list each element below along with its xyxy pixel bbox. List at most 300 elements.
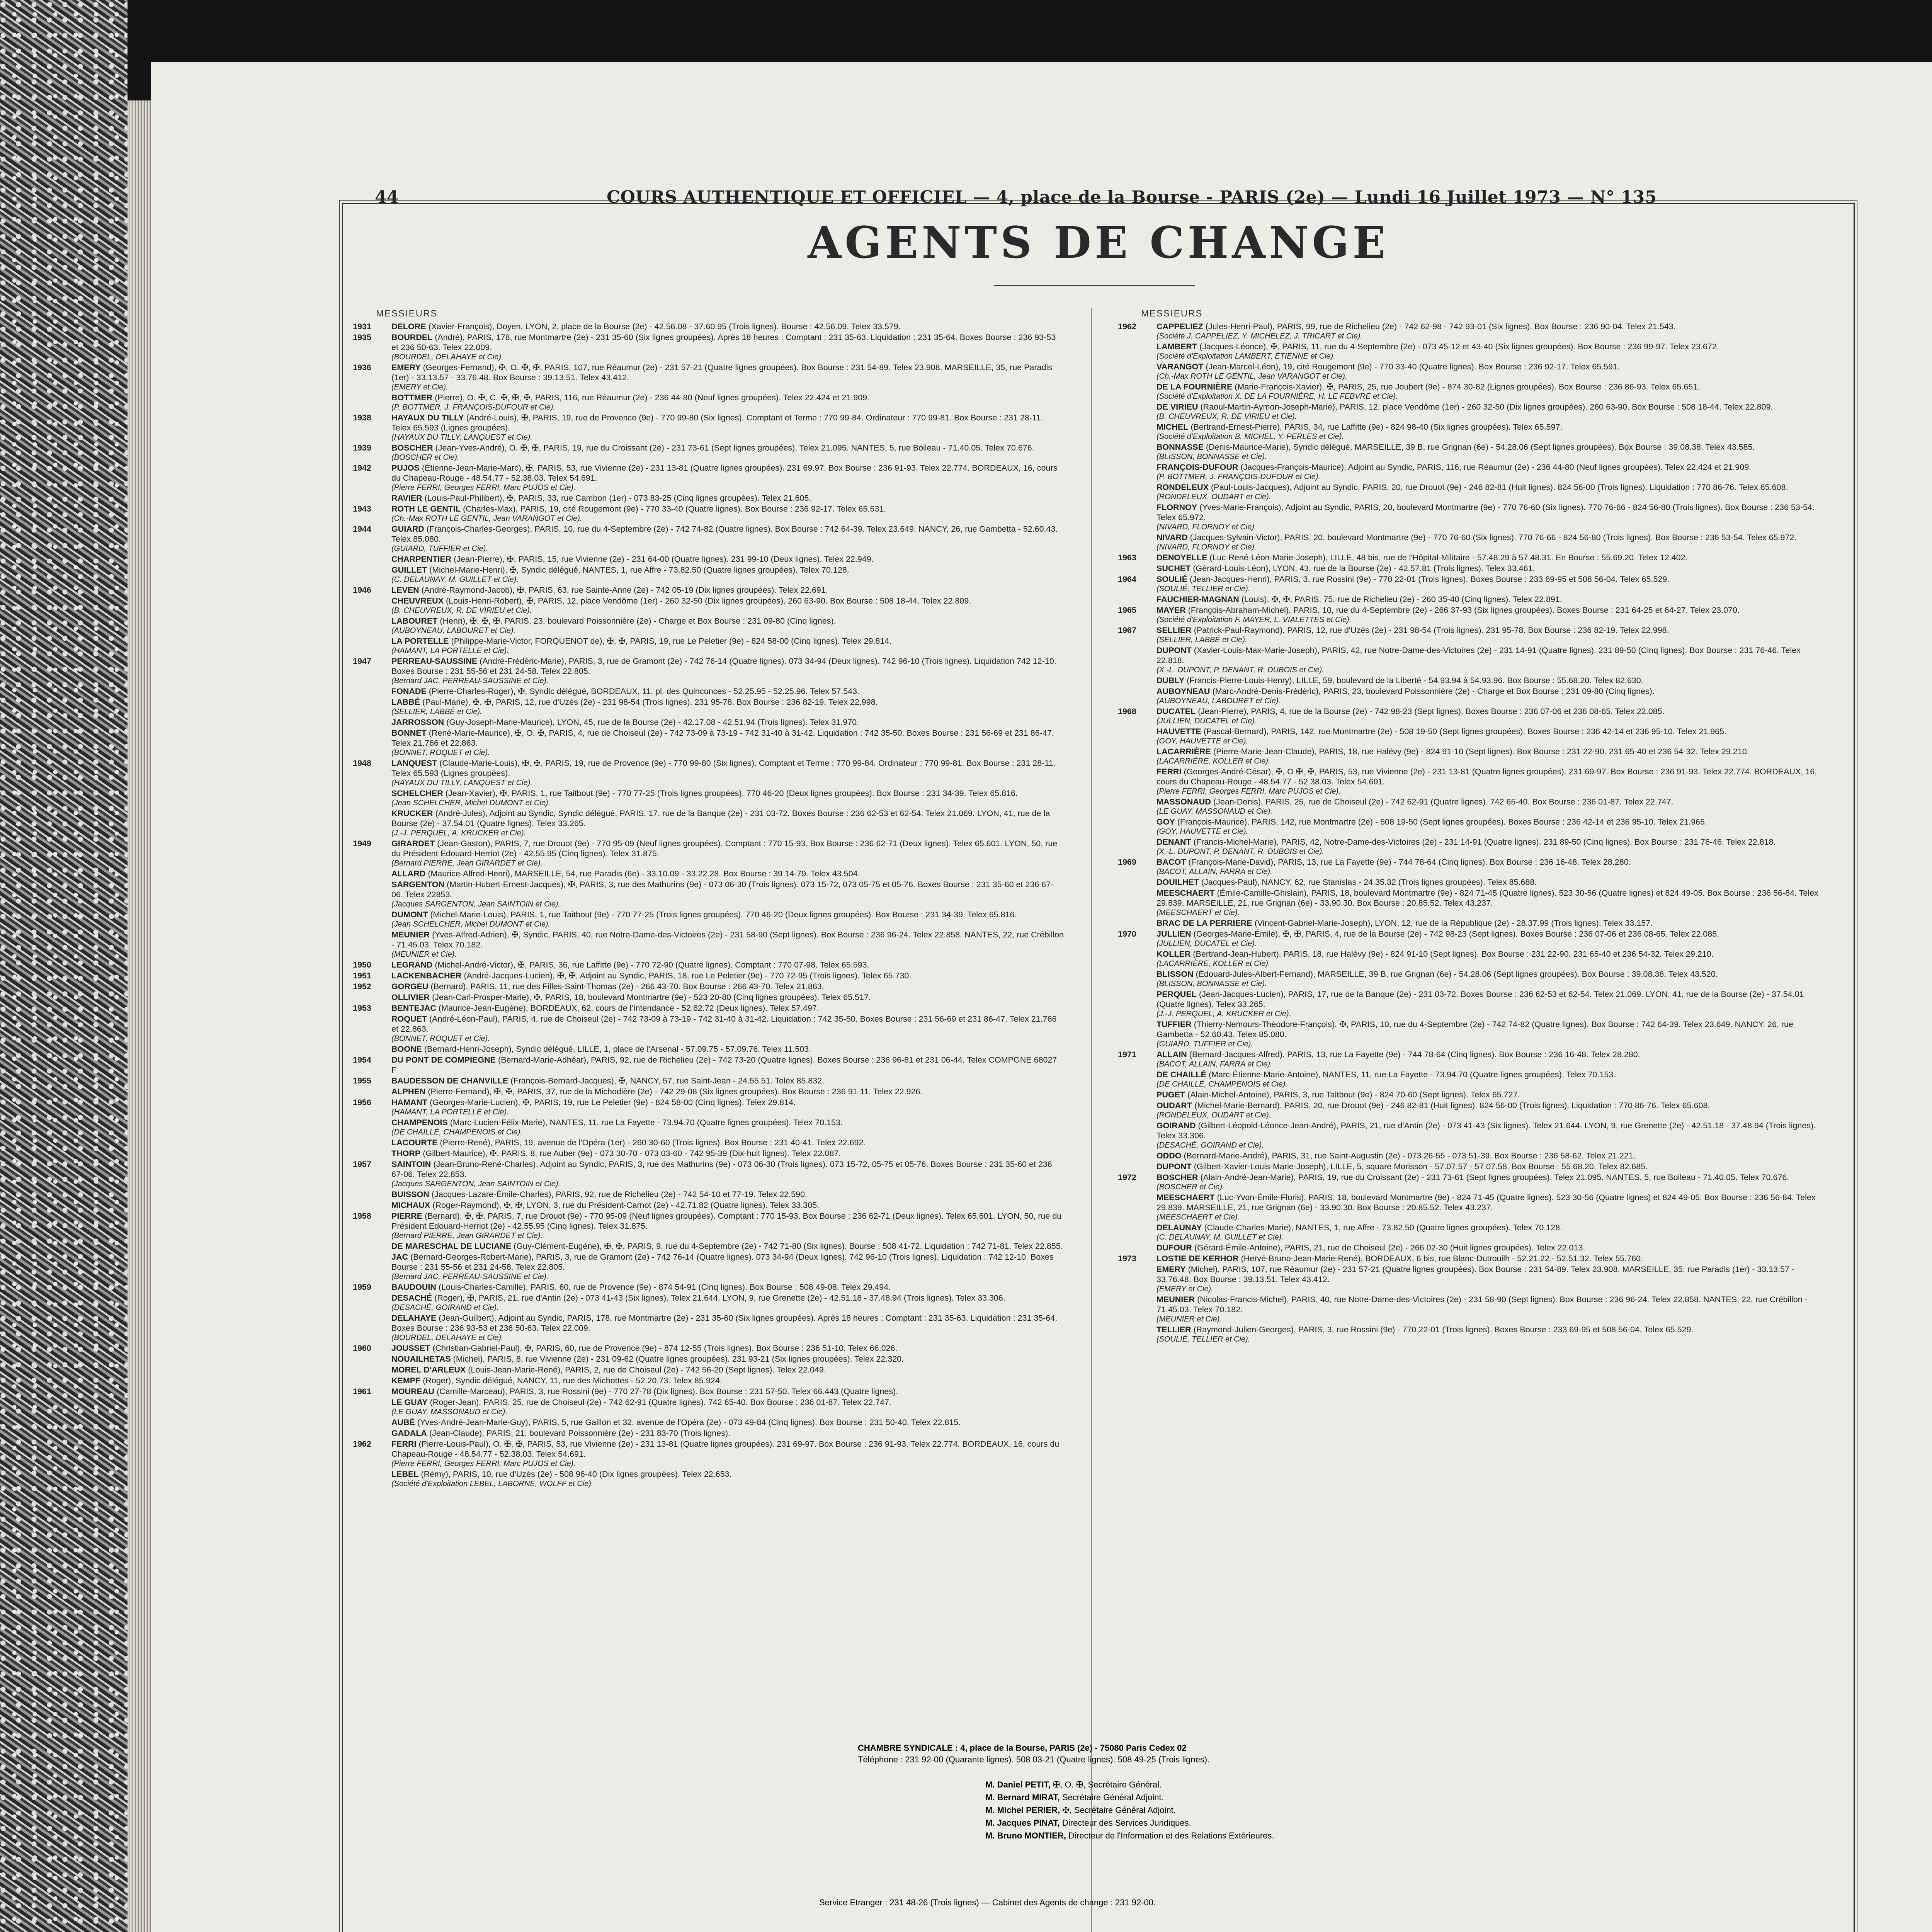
entry-list xyxy=(353,321,1064,1488)
agent-name: CHARPENTIER xyxy=(391,554,452,564)
agent-entry xyxy=(353,393,1064,412)
entry-year: 1973 xyxy=(1118,1254,1136,1263)
agent-name: DUBLY xyxy=(1156,676,1185,685)
agent-details: (Alain-Michel-Antoine), PARIS, 3, rue Taitbout (9e) - 824 70-60 (Sept lignes). Telex 65.727. xyxy=(1185,1090,1520,1099)
officer-row xyxy=(985,1830,1274,1841)
agent-name: DUPONT xyxy=(1156,1162,1192,1171)
agent-entry xyxy=(1118,837,1829,856)
listing-frame xyxy=(342,203,1855,1932)
title-rule xyxy=(994,285,1195,286)
officer-name: M. Jacques PINAT, xyxy=(985,1818,1060,1828)
agent-entry xyxy=(353,981,1064,992)
agent-name: ALLAIN xyxy=(1156,1050,1187,1059)
agent-entry xyxy=(353,1252,1064,1281)
agent-name: DUPONT xyxy=(1156,646,1192,655)
agent-details: (Christian-Gabriel-Paul), ✠, PARIS, 60, rue de Provence (9e) - 874 12-55 (Trois lignes). Box Bourse : 236 51-10. Telex 66.026. xyxy=(430,1344,898,1353)
agent-details: (Michel-Marie-Louis), PARIS, 1, rue Taitbout (9e) - 770 77-25 (Trois lignes groupées). 770 46-20 (Deux lignes groupées). Box Bourse : 231 34-39. Telex 65.816. xyxy=(428,910,1017,919)
entry-year: 1957 xyxy=(353,1160,371,1169)
entry-year: 1947 xyxy=(353,656,371,666)
agent-name: ROTH LE GENTIL xyxy=(391,504,461,514)
agent-details: (Bernard), PARIS, 11, rue des Filles-Saint-Thomas (2e) - 266 43-70. Box Bourse : 266 43-70. Telex 21.863. xyxy=(428,982,824,991)
agent-details: (Jean-Pierre), PARIS, 4, rue de la Bourse (2e) - 742 98-23 (Sept lignes). Boxes Bourse : 236 07-06 et 236 08-65. Telex 22.085. xyxy=(1196,707,1665,716)
firm-name: (Société d'Exploitation B. MICHEL, Y. PERLES et Cie). xyxy=(1156,432,1344,441)
agent-entry xyxy=(353,930,1064,959)
agent-entry xyxy=(353,1241,1064,1251)
agent-details: (Jean-Jacques-Lucien), PARIS, 17, rue de la Banque (2e) - 231 03-72. Boxes Bourse : 236 62-53 et 62-54. Telex 21.069. LYON, 41, rue de la Bourse (2e) - 37.54.01 (Quatre lignes). Telex 33.265. xyxy=(1156,990,1804,1009)
agent-name: LA PORTELLE xyxy=(391,636,449,646)
agent-entry xyxy=(1118,686,1829,706)
agent-details: (Martin-Hubert-Ernest-Jacques), ✠, PARIS, 3, rue des Mathurins (9e) - 073 06-30 (Trois lignes). 073 15-72, 073 05-75 et 05-76. Boxes Bourse : 231 35-60 et 236 67-06. Telex 22853. xyxy=(391,880,1054,899)
entry-year: 1953 xyxy=(353,1003,371,1013)
agent-details: (Jean-Carl-Prosper-Marie), ✠, PARIS, 18, boulevard Montmartre (9e) - 523 20-80 (Cinq lignes groupées). Telex 65.517. xyxy=(430,993,871,1002)
agent-details: (Hervé-Bruno-Jean-Marie-René), BORDEAUX, 6 bis, rue Blanc-Dutrouilh - 52.21.22 - 52.51.32. Telex 55.760. xyxy=(1238,1254,1643,1263)
agent-details: (Xavier-François), Doyen, LYON, 2, place de la Bourse (2e) - 42.56.08 - 37.60.95 (Trois lignes). Bourse : 42.56.09. Telex 33.579. xyxy=(426,322,901,331)
agent-entry xyxy=(1118,1162,1829,1172)
agent-details: (Bernard-Jacques-Alfred), PARIS, 13, rue La Fayette (9e) - 744 78-64 (Cinq lignes). Box Bourse : 236 16-48. Telex 28.280. xyxy=(1187,1050,1640,1059)
agent-details: (Jean-Marcel-Léon), 19, cité Rougemont (9e) - 770 33-40 (Quatre lignes). Box Bourse : 236 92-17. Telex 65.591. xyxy=(1203,362,1620,371)
agent-name: KRUCKER xyxy=(391,809,433,818)
agent-details: (Michel-André-Victor), ✠, PARIS, 36, rue Laffitte (9e) - 770 72-90 (Quatre lignes). Comptant : 770 07-98. Telex 65.593. xyxy=(432,960,869,969)
agent-details: (Maurice-Alfred-Henri), MARSEILLE, 54, rue Paradis (6e) - 33.10.09 - 33.22.28. Box Bourse : 39 14-79. Telex 43.504. xyxy=(425,869,860,878)
agent-name: DOUILHET xyxy=(1156,878,1199,887)
agent-details: (Louis-Jean-Marie-René), PARIS, 2, rue de Choiseul (2e) - 742 56-20 (Sept lignes). Telex 22.049. xyxy=(466,1365,826,1374)
firm-name: (Société J. CAPPELIEZ, Y. MICHELEZ, J. TRICART et Cie). xyxy=(1156,332,1363,340)
agent-entry xyxy=(1118,422,1829,441)
agent-entry xyxy=(1118,1264,1829,1294)
agent-name: SAINTOIN xyxy=(391,1160,431,1169)
agent-name: DESACHÉ xyxy=(391,1293,432,1303)
firm-name: (MEESCHAERT et Cie). xyxy=(1156,908,1240,917)
agent-entry xyxy=(353,717,1064,727)
agent-entry xyxy=(353,362,1064,392)
agent-details: (Pascal-Bernard), PARIS, 142, rue Montmartre (2e) - 508 19-50 (Sept lignes groupées). Boxes Bourse : 236 42-14 et 236 95-10. Telex 21.965. xyxy=(1201,727,1727,736)
entry-year: 1942 xyxy=(353,463,371,473)
agent-details: (Bernard-Marie-Adhéar), PARIS, 92, rue de Richelieu (2e) - 742 73-20 (Quatre lignes). Boxes Bourse : 236 96-81 et 231 06-44. Telex COMPGNE 68027 F xyxy=(391,1055,1057,1075)
agent-entry xyxy=(1118,1253,1829,1264)
officer-role: Directeur des Services Juridiques. xyxy=(1060,1818,1191,1828)
agent-name: PIERRE xyxy=(391,1211,423,1221)
agent-name: DU PONT DE COMPIEGNE xyxy=(391,1055,496,1065)
agent-details: (Luc-René-Léon-Marie-Joseph), LILLE, 48 bis, rue de l'Hôpital-Militaire - 57.48.29 à 57.48.31. En Bourse : 55.69.20. Telex 12.402. xyxy=(1207,553,1688,562)
agent-name: BUISSON xyxy=(391,1190,429,1199)
agent-entry xyxy=(353,1469,1064,1488)
agent-name: GOIRAND xyxy=(1156,1121,1196,1130)
agent-entry xyxy=(353,1354,1064,1364)
agent-name: GUIARD xyxy=(391,524,424,534)
agent-details: (Claude-Charles-Marie), NANTES, 1, rue Affre - 73.82.50 (Quatre lignes groupées). Telex 70.128. xyxy=(1202,1223,1563,1232)
agent-details: (Jacques-Paul), NANCY, 62, rue Stanislas - 24.35.32 (Trois lignes groupées). Telex 85.688. xyxy=(1199,878,1537,887)
firm-name: (B. CHEUVREUX, R. DE VIRIEU et Cie). xyxy=(391,606,532,615)
agent-name: LEGRAND xyxy=(391,960,433,969)
agent-name: OUDART xyxy=(1156,1101,1192,1110)
agent-details: (Paul-Louis-Jacques), Adjoint au Syndic, PARIS, 20, rue Drouot (9e) - 246 82-81 (Huit lignes). 824 56-00 (Trois lignes). Liquidation : 770 86-76. Telex 65.608. xyxy=(1208,483,1788,492)
firm-name: (Ch.-Max ROTH LE GENTIL, Jean VARANGOT et Cie). xyxy=(391,514,582,523)
agent-entry xyxy=(1118,706,1829,726)
agent-details: (Louis), ✠, ✠, PARIS, 75, rue de Richelieu (2e) - 260 35-40 (Cinq lignes). Telex 22.891. xyxy=(1239,595,1562,604)
agent-entry xyxy=(353,758,1064,787)
agent-details: (Roger), Syndic délégué, NANCY, 11, rue des Michottes - 52.20.73. Telex 85.924. xyxy=(420,1376,722,1385)
officer-role: Directeur de l'Information et des Relations Extérieures. xyxy=(1066,1831,1274,1840)
agent-entry xyxy=(1118,949,1829,968)
agent-name: BONNET xyxy=(391,728,427,738)
agent-details: (Maurice-Jean-Eugène), BORDEAUX, 62, cours de l'Intendance - 52.62.72 (Deux lignes). Telex 57.497. xyxy=(436,1003,819,1013)
agent-entry xyxy=(1118,625,1829,645)
column-heading: MESSIEURS xyxy=(1141,308,1203,319)
firm-name: (BOSCHER et Cie). xyxy=(1156,1183,1225,1191)
agent-name: LEVEN xyxy=(391,585,419,595)
entry-year: 1965 xyxy=(1118,605,1136,615)
agent-name: BONNASSE xyxy=(1156,442,1204,452)
agent-details: (Patrick-Paul-Raymond), PARIS, 12, rue d'Uzès (2e) - 231 98-54 (Trois lignes). 231 95-78. Box Bourse : 236 82-19. Telex 22.998. xyxy=(1191,626,1669,635)
agent-details: (Bernard-Henri-Joseph), Syndic délégué, LILLE, 1, place de l'Arsenal - 57.09.75 - 57.09.76. Telex 11.503. xyxy=(422,1044,811,1054)
agent-entry xyxy=(353,1293,1064,1312)
agent-entry xyxy=(1118,1100,1829,1120)
agent-name: LOSTIE DE KERHOR xyxy=(1156,1254,1239,1263)
agent-name: EMERY xyxy=(1156,1265,1186,1274)
agent-entry xyxy=(353,1417,1064,1427)
agent-entry xyxy=(353,493,1064,503)
agent-details: (Michel), PARIS, 107, rue Réaumur (2e) - 231 57-21 (Quatre lignes groupées). Box Bourse : 231 54-89. Telex 23.908. MARSEILLE, 35, rue Paradis (1er) - 33.13.57 - 33.76.48. Box Bourse : 39.13.51. Telex 43.412. xyxy=(1156,1265,1795,1284)
agent-details: (Jean-Bruno-René-Charles), Adjoint au Syndic, PARIS, 3, rue des Mathurins (9e) - 073 06-30 (Trois lignes). 073 15-72, 05-75 et 05-76. Boxes Bourse : 231 35-60 et 236 67-06. Telex 22.853. xyxy=(391,1160,1052,1179)
agent-name: KOLLER xyxy=(1156,949,1191,959)
chambre-syndicale-block xyxy=(788,1743,1484,1913)
page-number: 44 xyxy=(375,187,399,207)
agent-name: DUCATEL xyxy=(1156,707,1196,716)
agent-name: BOSCHER xyxy=(1156,1173,1198,1182)
firm-name: (Bernard JAC, PERREAU-SAUSSINE et Cie). xyxy=(391,1272,549,1281)
agent-details: (Émile-Camille-Ghislain), PARIS, 18, boulevard Montmartre (9e) - 824 71-45 (Quatre lignes). 523 30-56 (Quatre lignes) et 824 49-05. Box Bourse : 236 56-84. Telex 29.839. MARSEILLE, 21, rue Grignan (6e) - 33.90.30. Box Bourse : 20.85.52. Telex 43.237. xyxy=(1156,888,1818,908)
agent-details: (André), PARIS, 178, rue Montmartre (2e) - 231 35-60 (Six lignes groupées). Après 18 heures : Comptant : 231 35-63. Liquidation : 231 35-64. Boxes Bourse : 236 93-53 et 236 50-63. Telex 22.009. xyxy=(391,333,1056,352)
agent-details: (Pierre), O. ✠, C. ✠, ✠, ✠, PARIS, 116, rue Réaumur (2e) - 236 44-80 (Neuf lignes groupées). Telex 22.424 et 21.909. xyxy=(432,393,870,402)
agent-name: DE VIRIEU xyxy=(1156,402,1198,412)
agent-details: (Pierre-Fernand), ✠, ✠, PARIS, 37, rue de la Michodière (2e) - 742 29-08 (Six lignes groupées). Box Bourse : 236 91-11. Telex 22.926. xyxy=(425,1087,923,1096)
agent-name: LAMBERT xyxy=(1156,342,1197,351)
firm-name: (MEUNIER et Cie). xyxy=(1156,1315,1222,1323)
agent-name: PERREAU-SAUSSINE xyxy=(391,656,478,666)
agent-name: ALLARD xyxy=(391,869,426,878)
agent-entry xyxy=(1118,1223,1829,1242)
firm-name: (C. DELAUNAY, M. GUILLET et Cie). xyxy=(391,575,519,584)
agent-entry xyxy=(353,565,1064,584)
header-title: COURS AUTHENTIQUE ET OFFICIEL — 4, place de la Bourse - PARIS (2e) — Lundi 16 Juillet 1973 — N° 135 xyxy=(607,187,1657,207)
firm-name: (SELLIER, LABBÉ et Cie). xyxy=(391,707,482,716)
agent-name: DE MARESCHAL DE LUCIANE xyxy=(391,1242,512,1251)
officer-name: M. Bruno MONTIER, xyxy=(985,1831,1066,1840)
firm-name: (P. BOTTMER, J. FRANÇOIS-DUFOUR et Cie). xyxy=(1156,473,1321,481)
firm-name: (GOY, HAUVETTE et Cie). xyxy=(1156,827,1248,836)
agent-entry xyxy=(1118,442,1829,461)
agent-details: (Michel), PARIS, 8, rue Vivienne (2e) - 231 09-62 (Quatre lignes groupées). 231 93-21 (Six lignes groupées). Telex 22.320. xyxy=(451,1354,904,1364)
agent-entry xyxy=(353,960,1064,970)
agent-entry xyxy=(1118,797,1829,816)
agent-entry xyxy=(353,971,1064,981)
firm-name: (BONNET, ROQUET et Cie). xyxy=(391,748,490,757)
agent-entry xyxy=(353,992,1064,1002)
entry-year: 1962 xyxy=(353,1439,371,1449)
agent-name: DE LA FOURNIÈRE xyxy=(1156,382,1233,391)
entry-list xyxy=(1118,321,1829,1344)
agent-details: (Jules-Henri-Paul), PARIS, 99, rue de Richelieu (2e) - 742 62-98 - 742 93-01 (Six lignes). Box Bourse : 236 90-04. Telex 21.543. xyxy=(1203,322,1676,331)
left-column xyxy=(353,308,1064,1932)
agent-details: (Édouard-Jules-Albert-Fernand), MARSEILLE, 39 B, rue Grignan (6e) - 54.28.06 (Sept lignes groupées). Box Bourse : 39.08.38. Telex 43.520. xyxy=(1193,969,1718,979)
agent-details: (Roger-Jean), PARIS, 25, rue de Choiseul (2e) - 742 62-91 (Quatre lignes). 742 65-40. Box Bourse : 236 01-87. Telex 22.747. xyxy=(427,1398,891,1407)
firm-name: (MEESCHAERT et Cie). xyxy=(1156,1213,1240,1221)
agent-entry xyxy=(1118,767,1829,796)
agent-entry xyxy=(353,656,1064,685)
agent-details: (Georges-Fernand), ✠, O. ✠, ✠, PARIS, 107, rue Réaumur (2e) - 231 57-21 (Quatre lignes groupées). Box Bourse : 231 54-89. Telex 23.908. MARSEILLE, 35, rue Paradis (1er) - 33.13.57 - 33.76.48. Box Bourse : 39.13.51. Telex 43.412. xyxy=(391,363,1052,382)
agent-name: JARROSSON xyxy=(391,718,444,727)
agent-name: PUJOS xyxy=(391,463,420,473)
firm-name: (JULLIEN, DUCATEL et Cie). xyxy=(1156,717,1257,725)
agent-name: FAUCHIER-MAGNAN xyxy=(1156,595,1239,604)
agent-entry xyxy=(353,413,1064,442)
agent-details: (Paul-Marie), ✠, ✠, PARIS, 12, rue d'Uzès (2e) - 231 98-54 (Trois lignes). 231 95-78. Box Bourse : 236 82-19. Telex 22.998. xyxy=(420,697,878,707)
agent-name: LABOURET xyxy=(391,616,438,626)
firm-name: (J.-J. PERQUEL, A. KRUCKER et Cie). xyxy=(1156,1010,1291,1018)
agent-entry xyxy=(1118,563,1829,573)
agent-entry xyxy=(1118,817,1829,836)
entry-year: 1972 xyxy=(1118,1173,1136,1182)
agent-name: TELLIER xyxy=(1156,1325,1191,1334)
entry-year: 1967 xyxy=(1118,626,1136,635)
firm-name: (Société d'Exploitation X. DE LA FOURNIÈRE, H. LE FEBVRE et Cie). xyxy=(1156,392,1398,401)
agent-name: MEUNIER xyxy=(391,930,430,939)
agent-entry xyxy=(353,1365,1064,1375)
agent-name: LACARRIÈRE xyxy=(1156,747,1211,756)
firm-name: (AUBOYNEAU, LABOURET et Cie). xyxy=(391,626,516,635)
firm-name: (Bernard PIERRE, Jean GIRARDET et Cie). xyxy=(391,1231,543,1240)
firm-name: (Jean SCHELCHER, Michel DUMONT et Cie). xyxy=(391,920,551,929)
agent-entry xyxy=(1118,888,1829,917)
firm-name: (BOURDEL, DELAHAYE et Cie). xyxy=(391,353,503,361)
agent-details: (Jean-Jacques-Henri), PARIS, 3, rue Rossini (9e) - 770 22-01 (Trois lignes). Boxes Bourse : 233 69-95 et 508 56-04. Telex 65.529. xyxy=(1187,575,1670,584)
agent-entry xyxy=(353,1138,1064,1148)
agent-entry xyxy=(1118,605,1829,624)
agent-entry xyxy=(1118,532,1829,552)
officer-role: ✠, Secrétaire Général Adjoint. xyxy=(1060,1805,1176,1815)
agent-entry xyxy=(1118,1121,1829,1150)
firm-name: (JULLIEN, DUCATEL et Cie). xyxy=(1156,939,1257,948)
agent-name: AUBÉ xyxy=(391,1418,415,1427)
agent-entry xyxy=(353,1014,1064,1043)
agent-entry xyxy=(1118,1172,1829,1192)
firm-name: (RONDELEUX, OUDART et Cie). xyxy=(1156,1111,1271,1119)
entry-year: 1962 xyxy=(1118,322,1136,331)
entry-year: 1939 xyxy=(353,443,371,452)
agent-entry xyxy=(1118,1070,1829,1089)
agent-details: (Yves-André-Jean-Marie-Guy), PARIS, 5, rue Gaillon et 32, avenue de l'Opéra (2e) - 073 49-84 (Cinq lignes). Box Bourse : 231 50-40. Telex 22.815. xyxy=(415,1418,961,1427)
agent-name: SARGENTON xyxy=(391,880,444,889)
agent-details: (Raymond-Julien-Georges), PARIS, 3, rue Rossini (9e) - 770 22-01 (Trois lignes). Boxes Bourse : 233 69-95 et 508 56-04. Telex 65.529. xyxy=(1191,1325,1694,1334)
agent-details: (Jean-Xavier), ✠, PARIS, 1, rue Taitbout (9e) - 770 77-25 (Trois lignes groupées). 770 46-20 (Deux lignes groupées). Box Bourse : 231 34-39. Telex 65.816. xyxy=(443,789,1018,798)
agent-details: (Yves-Marie-François), Adjoint au Syndic, PARIS, 20, boulevard Montmartre (9e) - 770 76-60 (Six lignes). 770 76-66 - 824 56-80 (Trois lignes). Box Bourse : 236 53-54. Telex 65.972. xyxy=(1156,503,1815,522)
agent-entry xyxy=(353,1097,1064,1117)
column-divider xyxy=(1091,308,1092,1932)
agent-entry xyxy=(353,1189,1064,1199)
firm-name: (BACOT, ALLAIN, FARRA et Cie). xyxy=(1156,867,1272,876)
agent-details: (Marie-François-Xavier), ✠, PARIS, 25, rue Joubert (9e) - 874 30-82 (Lignes groupées). Box Bourse : 236 86-93. Telex 65.651. xyxy=(1232,382,1700,391)
agent-details: (Michel-Marie-Bernard), PARIS, 20, rue Drouot (9e) - 246 82-81 (Huit lignes). 824 56-00 (Trois lignes). Liquidation : 770 86-76. Telex 65.608. xyxy=(1192,1101,1710,1110)
firm-name: (Bernard JAC, PERREAU-SAUSSINE et Cie). xyxy=(391,677,549,685)
firm-name: (SOULIÉ, TELLIER et Cie). xyxy=(1156,585,1250,593)
agent-entry xyxy=(353,1200,1064,1210)
agent-name: FRANÇOIS-DUFOUR xyxy=(1156,463,1238,472)
agent-name: HAMANT xyxy=(391,1098,428,1107)
entry-year: 1955 xyxy=(353,1076,371,1085)
agent-entry xyxy=(353,1087,1064,1097)
agent-details: (Louis-Henri-Robert), ✠, PARIS, 12, place Vendôme (1er) - 260 32-50 (Dix lignes groupées). 260 63-90. Box Bourse : 508 18-44. Telex 22.809. xyxy=(444,596,971,605)
agent-entry xyxy=(1118,342,1829,361)
agent-details: (Pierre-Charles-Roger), ✠, Syndic délégué, BORDEAUX, 11, pl. des Quinconces - 52.25.95 - 52.25.96. Telex 57.543. xyxy=(426,687,860,696)
agent-name: ODDO xyxy=(1156,1151,1182,1160)
agent-details: (Claude-Marie-Louis), ✠, ✠, PARIS, 19, rue de Provence (9e) - 770 99-80 (Six lignes). Comptant et Terme : 770 99-84. Ordinateur : 770 99-81. Box Bourse : 231 28-11. Telex 65.593 (Lignes groupées). xyxy=(391,759,1056,778)
agent-entry xyxy=(353,1076,1064,1086)
agent-entry xyxy=(353,1003,1064,1013)
agent-details: (Bertrand-Ernest-Pierre), PARIS, 34, rue Laffitte (9e) - 824 98-40 (Six lignes groupées). Telex 65.597. xyxy=(1188,422,1563,432)
agent-entry xyxy=(1118,482,1829,502)
agent-name: JAC xyxy=(391,1252,408,1262)
agent-entry xyxy=(353,879,1064,909)
agent-details: (François-Charles-Georges), PARIS, 10, rue du 4-Septembre (2e) - 742 74-82 (Quatre lignes). Box Bourse : 742 64-39. Telex 23.649. NANCY, 26, rue Gambetta - 52.60.43. Telex 85.080. xyxy=(391,524,1058,544)
agent-entry xyxy=(1118,675,1829,685)
agent-entry xyxy=(353,463,1064,492)
agent-details: (André-Louis), ✠, PARIS, 19, rue de Provence (9e) - 770 99-80 (Six lignes). Comptant et Terme : 770 99-84. Ordinateur : 770 99-81. Box Bourse : 231 28-11. Telex 65.593 (Lignes groupées). xyxy=(391,413,1043,432)
agent-entry xyxy=(1118,321,1829,341)
agent-name: DE CHAILLÉ xyxy=(1156,1070,1206,1079)
firm-name: (Ch.-Max ROTH LE GENTIL, Jean VARANGOT et Cie). xyxy=(1156,372,1347,381)
agent-details: (Nicolas-Francis-Michel), PARIS, 40, rue Notre-Dame-des-Victoires (2e) - 231 58-90 (Sept lignes). Box Bourse : 236 96-24. Telex 22.858. NANTES, 22, rue Crébillon - 71.45.03. Telex 70.182. xyxy=(1156,1295,1808,1314)
agent-entry xyxy=(353,1313,1064,1342)
agent-name: CAPPELIEZ xyxy=(1156,322,1203,331)
agent-details: (François-Marie-David), PARIS, 13, rue La Fayette (9e) - 744 78-64 (Cinq lignes). Box Bourse : 236 16-48. Telex 28.280. xyxy=(1186,857,1631,867)
agent-entry xyxy=(353,1376,1064,1386)
agent-details: (Jean-Pierre), ✠, PARIS, 15, rue Vivienne (2e) - 231 64-00 (Quatre lignes). 231 99-10 (Deux lignes). Telex 22.949. xyxy=(451,554,874,564)
agent-name: SCHELCHER xyxy=(391,789,443,798)
agent-entry xyxy=(353,1428,1064,1438)
agent-details: (Camille-Marceau), PARIS, 3, rue Rossini (9e) - 770 27-78 (Dix lignes). Box Bourse : 231 57-50. Telex 66.443 (Quatre lignes). xyxy=(434,1387,898,1396)
agent-name: PUGET xyxy=(1156,1090,1185,1099)
firm-name: (HAMANT, LA PORTELLE et Cie). xyxy=(391,1108,509,1116)
agent-entry xyxy=(353,808,1064,838)
firm-name: (X.-L. DUPONT, P. DENANT, R. DUBOIS et Cie). xyxy=(1156,666,1324,674)
agent-name: ROQUET xyxy=(391,1014,427,1024)
entry-year: 1954 xyxy=(353,1055,371,1065)
agent-details: (Jacques-François-Maurice), Adjoint au Syndic, PARIS, 116, rue Réaumur (2e) - 236 44-80 (Neuf lignes groupées). Telex 22.424 et 21.909. xyxy=(1238,463,1752,472)
firm-name: (BACOT, ALLAIN, FARRA et Cie). xyxy=(1156,1060,1272,1068)
agent-name: RONDELEUX xyxy=(1156,483,1209,492)
entry-year: 1963 xyxy=(1118,553,1136,562)
firm-name: (DESACHÉ, GOIRAND et Cie). xyxy=(391,1303,499,1312)
agent-name: FLORNOY xyxy=(1156,503,1197,512)
agent-details: (Charles-Max), PARIS, 19, cité Rougemont (9e) - 770 33-40 (Quatre lignes). Box Bourse : 236 92-17. Telex 65.531. xyxy=(461,504,886,514)
firm-name: (BOSCHER et Cie). xyxy=(391,453,459,462)
firm-name: (AUBOYNEAU, LABOURET et Cie). xyxy=(1156,697,1281,705)
agent-entry xyxy=(1118,857,1829,876)
agent-details: (Georges-Marie-Lucien), ✠, PARIS, 19, rue Le Peletier (9e) - 824 58-00 (Cinq lignes). Telex 29.814. xyxy=(427,1098,796,1107)
agent-name: NOUAILHETAS xyxy=(391,1354,451,1364)
agent-details: (Pierre-René), PARIS, 19, avenue de l'Opéra (1er) - 260 30-60 (Trois lignes). Box Bourse : 231 40-41. Telex 22.692. xyxy=(437,1138,866,1147)
agent-name: AUBOYNEAU xyxy=(1156,687,1210,696)
agent-entry xyxy=(1118,989,1829,1019)
agent-details: (Bertrand-Jean-Hubert), PARIS, 18, rue Halévy (9e) - 824 91-10 (Sept lignes). Box Bourse : 231 22-90. 231 65-40 et 236 54-32. Telex 29.210. xyxy=(1190,949,1714,959)
agent-name: OLLIVIER xyxy=(391,993,430,1002)
agent-name: ALPHEN xyxy=(391,1087,426,1096)
firm-name: (GUIARD, TUFFIER et Cie). xyxy=(1156,1040,1253,1048)
agent-name: CHEUVREUX xyxy=(391,596,444,605)
agent-entry xyxy=(1118,402,1829,421)
agent-details: (Yves-Alfred-Adrien), ✠, Syndic, PARIS, 40, rue Notre-Dame-des-Victoires (2e) - 231 58-90 (Sept lignes). Box Bourse : 236 96-24. Telex 22.858. NANTES, 22, rue Crébillon - 71.45.03. Telex 70.182. xyxy=(391,930,1064,949)
agent-name: DELAHAYE xyxy=(391,1313,437,1323)
agent-name: MOREL D'ARLEUX xyxy=(391,1365,466,1374)
column-heading: MESSIEURS xyxy=(376,308,438,319)
agent-name: DENANT xyxy=(1156,837,1191,847)
firm-name: (HAYAUX DU TILLY, LANQUEST et Cie). xyxy=(391,433,532,442)
entry-year: 1961 xyxy=(353,1387,371,1396)
firm-name: (Jean SCHELCHER, Michel DUMONT et Cie). xyxy=(391,799,551,807)
entry-year: 1956 xyxy=(353,1098,371,1107)
agent-entry xyxy=(1118,362,1829,381)
agent-details: (Louis-Charles-Camille), PARIS, 60, rue de Provence (9e) - 874 54-91 (Cinq lignes). Box Bourse : 508 49-08. Telex 29.494. xyxy=(436,1282,891,1292)
agent-entry xyxy=(1118,553,1829,563)
firm-name: (J.-J. PERQUEL, A. KRUCKER et Cie). xyxy=(391,829,526,837)
agent-details: (Jacques-Lazare-Émile-Charles), PARIS, 92, rue de Richelieu (2e) - 742 54-10 et 77-19. Telex 22.590. xyxy=(429,1190,807,1199)
agent-entry xyxy=(1118,877,1829,887)
firm-name: (HAYAUX DU TILLY, LANQUEST et Cie). xyxy=(391,779,532,787)
agent-name: THORP xyxy=(391,1149,421,1158)
agent-entry xyxy=(353,1055,1064,1075)
agent-entry xyxy=(1118,1192,1829,1222)
agent-details: (Jean-Denis), PARIS, 25, rue de Choiseul (2e) - 742 62-91 (Quatre lignes). 742 65-40. Box Bourse : 236 01-87. Telex 22.747. xyxy=(1211,797,1673,806)
agent-name: BOONE xyxy=(391,1044,422,1054)
entry-year: 1938 xyxy=(353,413,371,422)
agent-name: MICHAUX xyxy=(391,1201,430,1210)
agent-name: DELORE xyxy=(391,322,426,331)
firm-name: (LE GUAY, MASSONAUD et Cie). xyxy=(391,1408,508,1416)
agent-details: (François-Bernard-Jacques), ✠, NANCY, 57, rue Saint-Jean - 24.55.51. Telex 85.832. xyxy=(508,1076,825,1085)
agent-details: (Michel-Marie-Henri), ✠, Syndic délégué, NANTES, 1, rue Affre - 73.82.50 (Quatre lignes groupées). Telex 70.128. xyxy=(427,565,849,575)
agent-name: MOUREAU xyxy=(391,1387,435,1396)
chambre-telephone: Téléphone : 231 92-00 (Quarante lignes). 508 03-21 (Quatre lignes). 508 49-25 (Trois lignes). xyxy=(858,1755,1210,1764)
entry-year: 1935 xyxy=(353,333,371,342)
agent-entry xyxy=(353,788,1064,808)
firm-name: (DESACHÉ, GOIRAND et Cie). xyxy=(1156,1141,1264,1150)
agent-name: SUCHET xyxy=(1156,564,1191,573)
agent-entry xyxy=(353,321,1064,332)
agent-details: (Georges-Marie-Émile), ✠, ✠, PARIS, 4, rue de la Bourse (2e) - 742 98-23 (Sept lignes). Boxes Bourse : 236 07-06 et 236 08-65. Telex 22.085. xyxy=(1191,929,1719,939)
agent-details: (Francis-Pierre-Louis-Henry), LILLE, 59, boulevard de la Liberté - 54.93.94 à 54.93.96. Box Bourse : 55.68.20. Telex 82.630. xyxy=(1184,676,1643,685)
firm-name: (DE CHAILLÉ, CHAMPENOIS et Cie). xyxy=(391,1128,522,1136)
officer-row xyxy=(985,1779,1162,1790)
firm-name: (Jacques SARGENTON, Jean SAINTOIN et Cie). xyxy=(391,900,561,908)
firm-name: (EMERY et Cie). xyxy=(1156,1285,1213,1293)
entry-year: 1958 xyxy=(353,1211,371,1221)
agent-entry xyxy=(1118,1325,1829,1344)
firm-name: (BOURDEL, DELAHAYE et Cie). xyxy=(391,1333,503,1342)
firm-name: (Pierre FERRI, Georges FERRI, Marc PUJOS et Cie). xyxy=(391,483,576,492)
firm-name: (Société d'Exploitation LEBEL, LABORNE, WOLFF et Cie). xyxy=(391,1480,594,1488)
firm-name: (Société d'Exploitation LAMBERT, ÉTIENNE et Cie). xyxy=(1156,352,1335,361)
agent-details: (André-Jules), Adjoint au Syndic, Syndic délégué, PARIS, 17, rue de la Banque (2e) - 231 03-72. Boxes Bourse : 236 62-53 et 62-54. Telex 21.069. LYON, 41, rue de la Bourse (2e) - 37.54.01 (Quatre lignes). Telex 33.265. xyxy=(391,809,1050,828)
agent-entry xyxy=(353,697,1064,716)
agent-details: (Vincent-Gabriel-Marie-Joseph), LYON, 12, rue de la République (2e) - 28.37.99 (Trois lignes). Telex 33.157. xyxy=(1252,918,1653,928)
agent-entry xyxy=(353,910,1064,929)
agent-name: FERRI xyxy=(1156,767,1182,776)
agent-entry xyxy=(1118,574,1829,594)
agent-details: (André-Léon-Paul), PARIS, 4, rue de Choiseul (2e) - 742 73-09 à 73-19 - 742 31-40 à 31-42. Liquidation : 742 35-50. Boxes Bourse : 231 56-69 et 231 86-47. Telex 21.766 et 22.863. xyxy=(391,1014,1057,1034)
firm-name: (Bernard PIERRE, Jean GIRARDET et Cie). xyxy=(391,859,543,867)
officer-row xyxy=(985,1792,1164,1803)
firm-name: (Société d'Exploitation F. MAYER, L. VIALETTES et Cie). xyxy=(1156,616,1352,624)
